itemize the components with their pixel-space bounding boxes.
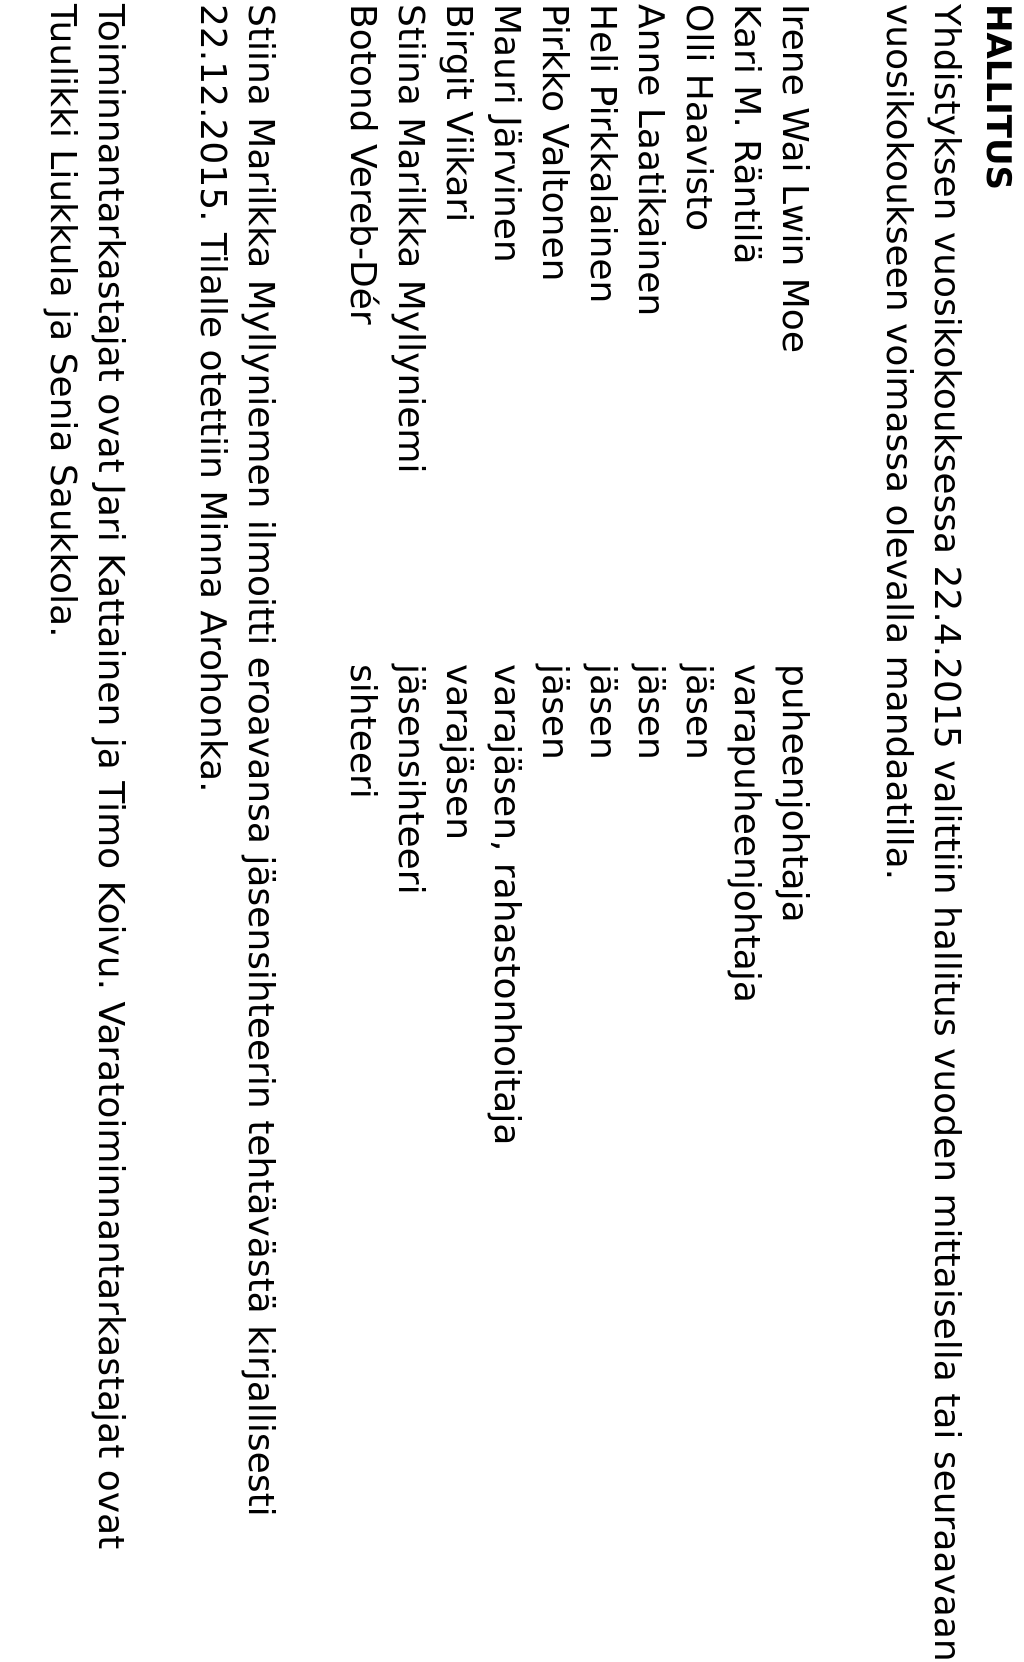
member-role: jäsen <box>678 664 719 760</box>
member-name: Anne Laatikainen <box>630 4 671 317</box>
intro-line-2: vuosikokoukseen voimassa olevalla mandaatilla. <box>878 4 919 881</box>
member-role: jäsen <box>630 664 671 760</box>
member-name: Heli Pirkkalainen <box>582 4 623 304</box>
auditors-line-1: Toiminnantarkastajat ovat Jari Kattainen ja Timo Koivu. Varatoiminnantarkastajat ovat <box>90 4 131 1550</box>
member-name: Botond Vereb-Dér <box>342 4 383 325</box>
member-name: Birgit Viikari <box>438 4 479 223</box>
member-name: Mauri Järvinen <box>486 4 527 263</box>
member-role: varapuheenjohtaja <box>726 664 767 1003</box>
member-name: Kari M. Räntilä <box>726 4 767 265</box>
member-name: Olli Haavisto <box>678 4 719 232</box>
member-name: Stiina Marilkka Myllyniemi <box>390 4 431 474</box>
member-name: Irene Wai Lwin Moe <box>774 4 815 353</box>
member-name: Pirkko Valtonen <box>534 4 575 282</box>
member-role: puheenjohtaja <box>774 664 815 923</box>
intro-line-1: Yhdistyksen vuosikokouksessa 22.4.2015 valittiin hallitus vuoden mittaisella tai seuraavaan <box>926 4 967 1662</box>
member-role: varajäsen <box>438 664 479 841</box>
member-role: sihteeri <box>342 664 383 799</box>
resignation-line-1: Stiina Marilkka Myllyniemen ilmoitti eroavansa jäsensihteerin tehtävästä kirjallisesti <box>240 4 281 1517</box>
resignation-line-2: 22.12.2015. Tilalle otettiin Minna Arohonka. <box>192 4 233 793</box>
auditors-line-2: Tuulikki Liukkula ja Senia Saukkola. <box>42 4 83 638</box>
member-role: jäsen <box>534 664 575 760</box>
member-role: jäsensihteeri <box>390 664 431 895</box>
member-role: varajäsen, rahastonhoitaja <box>486 664 527 1146</box>
member-role: jäsen <box>582 664 623 760</box>
section-heading: HALLITUS <box>978 4 1018 191</box>
